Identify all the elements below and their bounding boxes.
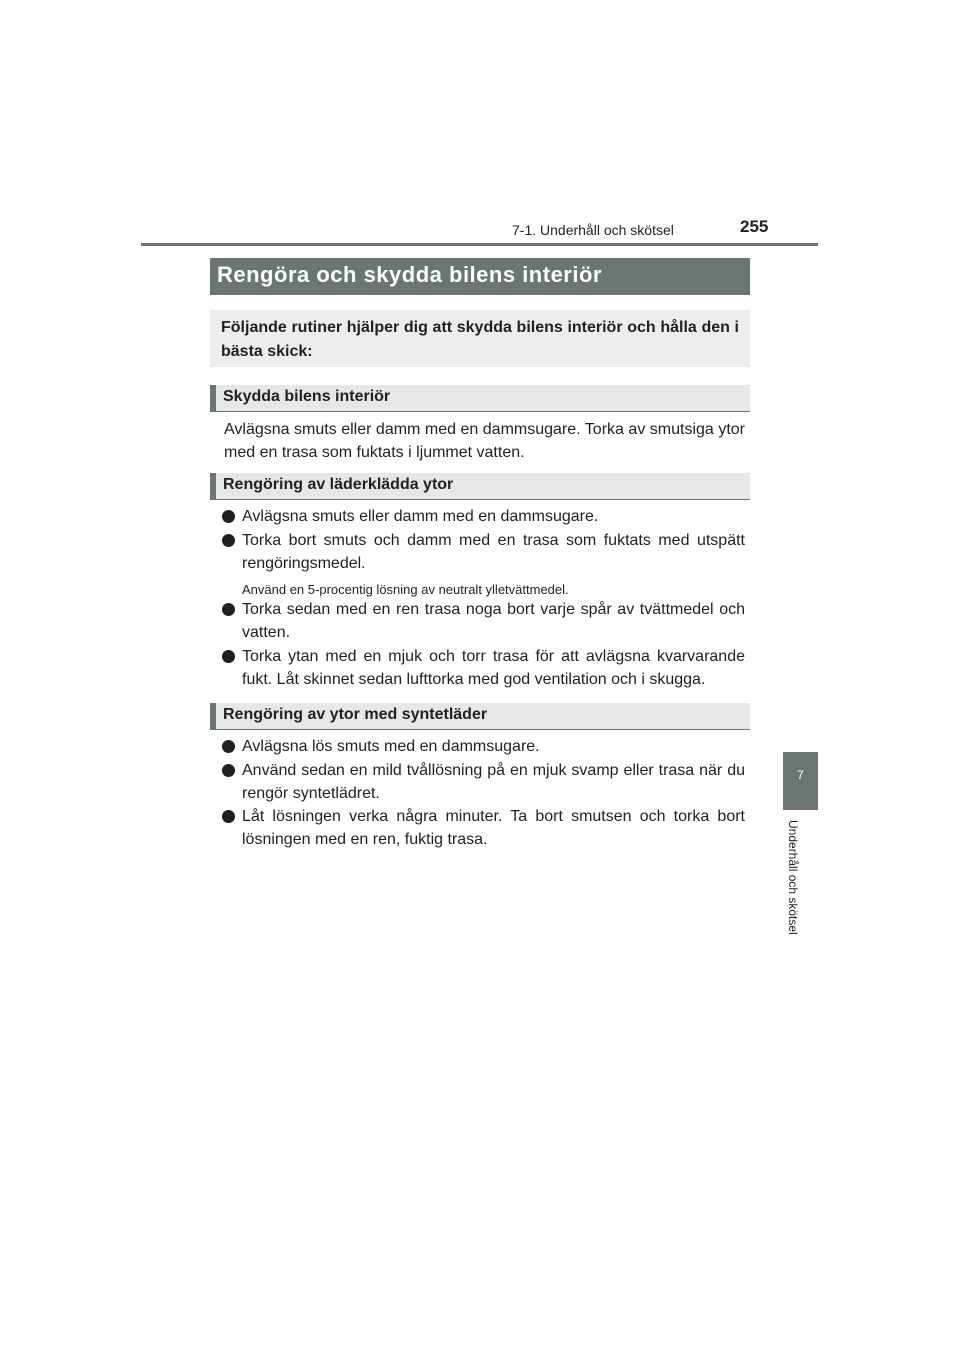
list-item [222,505,745,528]
bullet-icon [222,650,235,663]
bullet-icon [222,764,235,777]
bullet-icon [222,740,235,753]
header-rule [141,243,818,246]
section-heading: Rengöring av ytor med syntetläder [223,706,488,723]
section-heading: Rengöring av läderklädda ytor [223,476,454,493]
section-heading-bar [210,385,750,412]
page-title: Rengöra och skydda bilens interiör [217,262,602,287]
list-item-text: Låt lösningen verka några minuter. Ta bort smutsen och torka bort lösningen med en ren, fuktig trasa. [242,808,745,848]
list-item [222,805,745,851]
chapter-tab [783,752,818,810]
list-item-text: Torka bort smuts och damm med en trasa som fuktats med utspätt rengöringsmedel. [242,532,745,572]
section-heading: Skydda bilens interiör [223,388,391,405]
bullet-icon [222,603,235,616]
list-item [222,735,745,758]
section-heading-bar [210,473,750,500]
list-item [222,645,745,691]
list-item [222,598,745,644]
list-item-text: Avlägsna smuts eller damm med en dammsugare. [242,508,599,525]
section-paragraph: Avlägsna smuts eller damm med en dammsugare. Torka av smutsiga ytor med en trasa som fuktats i ljummet vatten. [224,421,745,461]
chapter-number: 7 [797,768,804,782]
list-item-text: Använd sedan en mild tvållösning på en mjuk svamp eller trasa när du rengör syntetlädret. [242,762,745,802]
bullet-icon [222,510,235,523]
bullet-icon [222,810,235,823]
intro-text: Följande rutiner hjälper dig att skydda bilens interiör och hålla den i bästa skick: [221,319,739,360]
intro-box [210,310,750,367]
title-bar [210,258,750,295]
chapter-side-label: Underhåll och skötsel [786,820,800,935]
header-section-title: 7-1. Underhåll och skötsel [512,222,674,238]
page-number: 255 [740,217,769,236]
note-text: Använd en 5-procentig lösning av neutralt ylletvättmedel. [242,582,569,597]
list-item [222,759,745,805]
list-item-text: Torka sedan med en ren trasa noga bort varje spår av tvättmedel och vatten. [242,601,745,641]
section-heading-bar [210,703,750,730]
list-item-text: Avlägsna lös smuts med en dammsugare. [242,738,540,755]
list-item [222,529,745,575]
list-item-text: Torka ytan med en mjuk och torr trasa för att avlägsna kvarvarande fukt. Låt skinnet sedan lufttorka med god ventilation och i skugga. [242,648,745,688]
bullet-icon [222,534,235,547]
